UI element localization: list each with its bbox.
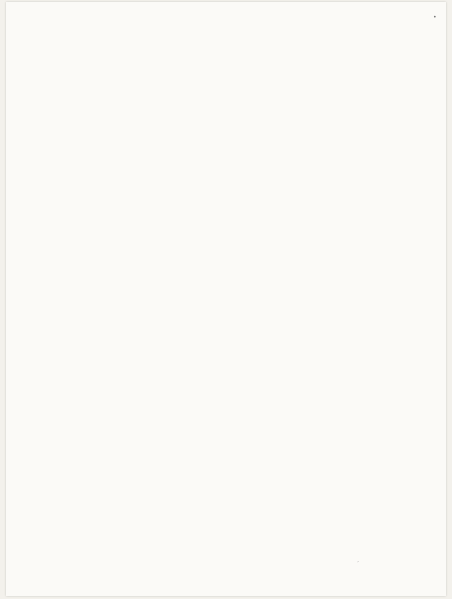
corner-mark: • [433, 14, 437, 21]
ink-smudge: ′ [356, 560, 361, 568]
document-page [6, 2, 446, 596]
